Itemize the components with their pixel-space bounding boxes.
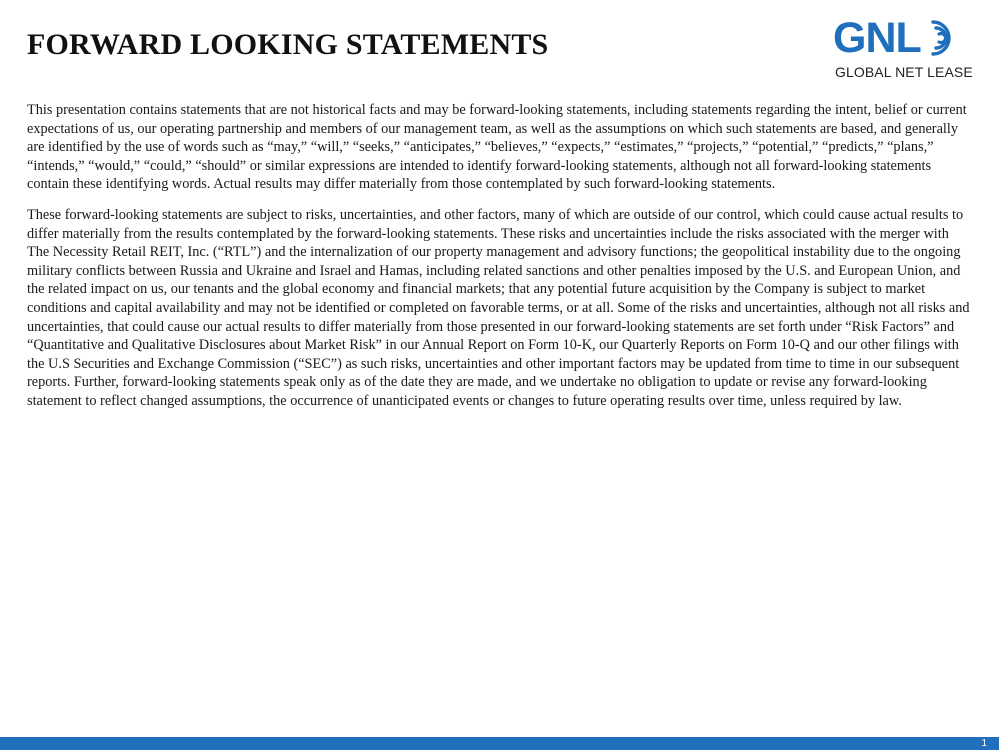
paragraph-intro: This presentation contains statements that are not historical facts and may be forward-looking statements, including statements regarding the intent, belief or current expectations of us, our operating partnership and members of our management team, as well as the assumptions on which such statements are based, and generally are identified by the use of words such as “may,” “will,” “seeks,” “anticipates,” “believes,” “expects,” “estimates,” “projects,” “potential,” “predicts,” “plans,” “intends,” “would,” “could,” “should” or similar expressions are intended to identify forward-looking statements, although not all forward-looking statements contain these identifying words. Actual results may differ materially from those contemplated by such forward-looking statements.: [27, 102, 967, 193]
page-number: 1: [981, 738, 987, 749]
company-logo: [833, 14, 978, 84]
logo-mark: [833, 14, 963, 62]
statement-body: [27, 101, 972, 423]
logo-swirl-icon: [927, 18, 963, 58]
footer-bar: [0, 737, 999, 750]
paragraph-risks: These forward-looking statements are subject to risks, uncertainties, and other factors, many of which are outside of our control, which could cause actual results to differ materially from the results contemplated by the forward-looking statements. These risks and uncertainties include the risks associated with the merger with The Necessity Retail REIT, Inc. (“RTL”) and the internalization of our property management and advisory functions; the geopolitical instability due to the ongoing military conflicts between Russia and Ukraine and Israel and Hamas, including related sanctions and other penalties imposed by the U.S. and European Union, and the related impact on us, our tenants and the global economy and financial markets; that any potential future acquisition by the Company is subject to market conditions and capital availability and may not be identified or completed on favorable terms, or at all. Some of the risks and uncertainties, although not all risks and uncertainties, that could cause our actual results to differ materially from those presented in our forward-looking statements are set forth under “Risk Factors” and “Quantitative and Qualitative Disclosures about Market Risk” in our Annual Report on Form 10-K, our Quarterly Reports on Form 10-Q and our other filings with the U.S Securities and Exchange Commission (“SEC”) as such risks, uncertainties and other important factors may be updated from time to time in our subsequent reports. Further, forward-looking statements speak only as of the date they are made, and we undertake no obligation to update or revise any forward-looking statement to reflect changed assumptions, the occurrence of unanticipated events or changes to future operating results over time, unless required by law.: [27, 206, 970, 409]
page-title: FORWARD LOOKING STATEMENTS: [27, 28, 549, 61]
logo-tagline: GLOBAL NET LEASE: [835, 64, 973, 80]
logo-letters: GNL: [833, 14, 921, 62]
